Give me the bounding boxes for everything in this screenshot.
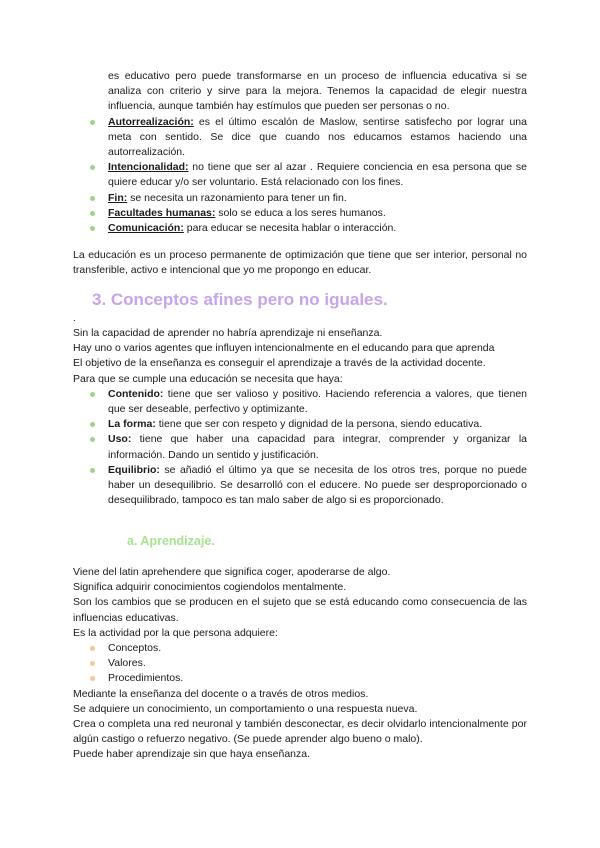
- list-item: [73, 671, 527, 686]
- term-comunicacion: Comunicación:: [108, 222, 184, 235]
- term-equilibrio: Equilibrio:: [108, 463, 160, 476]
- text-line: Crea o completa una red neuronal y también desconectar, es decir olvidarlo intencionalmente por algún castigo o refuerzo negativo. (Se puede aprender algo bueno o malo).: [73, 718, 527, 746]
- text-line: Viene del latin aprehendere que significa coger, apoderarse de algo.: [73, 566, 391, 578]
- list-item: [73, 221, 527, 236]
- section-3-body: [73, 326, 527, 508]
- list-item: [73, 206, 527, 221]
- term-facultades-humanas: Facultades humanas:: [108, 206, 216, 219]
- bullet-dot-icon: [90, 676, 95, 681]
- list-item: [73, 641, 527, 656]
- text-line: Sin la capacidad de aprender no habría aprendizaje ni enseñanza.: [73, 327, 383, 339]
- term-intencionalidad: Intencionalidad:: [108, 161, 189, 174]
- section-3-bullet-list: [73, 387, 527, 509]
- bullet-dot-icon: [90, 468, 95, 473]
- term-description: tiene que ser valioso y positivo. Haciendo referencia a valores, que tienen que ser deseable, perfectivo y optimizante.: [108, 387, 527, 416]
- text-line: Es la actividad por la que persona adquiere:: [73, 626, 278, 639]
- bullet-dot-icon: [90, 646, 95, 651]
- bullet-dot-icon: [90, 120, 95, 125]
- term-fin: Fin:: [108, 191, 128, 204]
- list-item: [73, 160, 527, 190]
- bullet-dot-icon: [90, 196, 95, 201]
- term-description: no tiene que ser al azar . Requiere conciencia en esa persona que se quiere educar y/o ser voluntario. Está relacionado con los fines.: [108, 161, 527, 189]
- list-item-text: Procedimientos.: [108, 672, 184, 685]
- term-la-forma: La forma:: [108, 418, 156, 431]
- text-line: Puede haber aprendizaje sin que haya enseñanza.: [73, 748, 311, 761]
- list-item: [73, 463, 527, 509]
- bullet-dot-icon: [90, 226, 95, 231]
- term-uso: Uso:: [108, 433, 132, 446]
- term-description: es el último escalón de Maslow, sentirse satisfecho por lograr una meta con sentido. Se dice que cuando nos educamos estamos haciendo una autorrealización.: [108, 115, 527, 159]
- bullet-dot-icon: [90, 211, 95, 216]
- term-description: se añadió el último ya que se necesita de los otros tres, porque no puede haber un desequilibrio. Se desarrolló con el educere. No puede ser desproporcionado o desequilibrado, tampoco es tan malo saber de algo si es proporcionado.: [108, 463, 527, 507]
- bullet-dot-icon: [90, 437, 95, 442]
- learning-bullet-list: [73, 641, 527, 687]
- bullet-dot-icon: [90, 422, 95, 427]
- subsection-a-body: [73, 565, 527, 763]
- top-bullet-list: [73, 115, 527, 237]
- text-line: Para que se cumple una educación se necesita que haya:: [73, 372, 343, 385]
- section-3-heading: 3. Conceptos afines pero no iguales.: [92, 290, 388, 309]
- list-item: [73, 115, 527, 161]
- list-item: [73, 417, 527, 432]
- summary-paragraph: La educación es un proceso permanente de optimización que tiene que ser interior, personal no transferible, activo e intencional que yo me propongo en educar.: [73, 249, 527, 277]
- dot-line: .: [73, 312, 76, 324]
- text-line: Se adquiere un conocimiento, un comportamiento o una respuesta nueva.: [73, 702, 418, 715]
- term-description: tiene que ser con respeto y dignidad de la persona, siendo educativa.: [155, 418, 483, 431]
- subsection-a-heading: a. Aprendizaje.: [127, 534, 215, 548]
- list-item-text: Valores.: [108, 657, 146, 670]
- term-description: se necesita un razonamiento para tener un fin.: [127, 191, 347, 204]
- list-item: [73, 191, 527, 206]
- bullet-dot-icon: [90, 392, 95, 397]
- term-description: solo se educa a los seres humanos.: [215, 206, 386, 219]
- text-line: Hay uno o varios agentes que influyen intencionalmente en el educando para que aprenda: [73, 342, 495, 355]
- bullet-dot-icon: [90, 165, 95, 170]
- text-line: Mediante la enseñanza del docente o a través de otros medios.: [73, 687, 369, 700]
- term-description: tiene que haber una capacidad para integrar, comprender y organizar la información. Dando un sentido y justificación.: [108, 433, 527, 461]
- text-line: Son los cambios que se producen en el sujeto que se está educando como consecuencia de las influencias educativas.: [73, 596, 527, 624]
- term-contenido: Contenido:: [108, 387, 164, 400]
- text-line: Significa adquirir conocimientos cogiendolos mentalmente.: [73, 581, 347, 594]
- list-item: [73, 656, 527, 671]
- continuation-paragraph: es educativo pero puede transformarse en un proceso de influencia educativa si se analiza con criterio y sirve para la mejora. Tenemos la capacidad de elegir nuestra influencia, aunque también hay estímulos que pueden ser personas o no.: [108, 70, 527, 113]
- text-line: El objetivo de la enseñanza es conseguir el aprendizaje a través de la actividad docente.: [73, 357, 486, 370]
- list-item-text: Conceptos.: [108, 642, 162, 655]
- term-description: para educar se necesita hablar o interacción.: [183, 222, 397, 235]
- term-autorrealizacion: Autorrealización:: [108, 115, 194, 128]
- list-item: [73, 432, 527, 462]
- top-block: [73, 69, 527, 236]
- bullet-dot-icon: [90, 661, 95, 666]
- list-item: [73, 387, 527, 417]
